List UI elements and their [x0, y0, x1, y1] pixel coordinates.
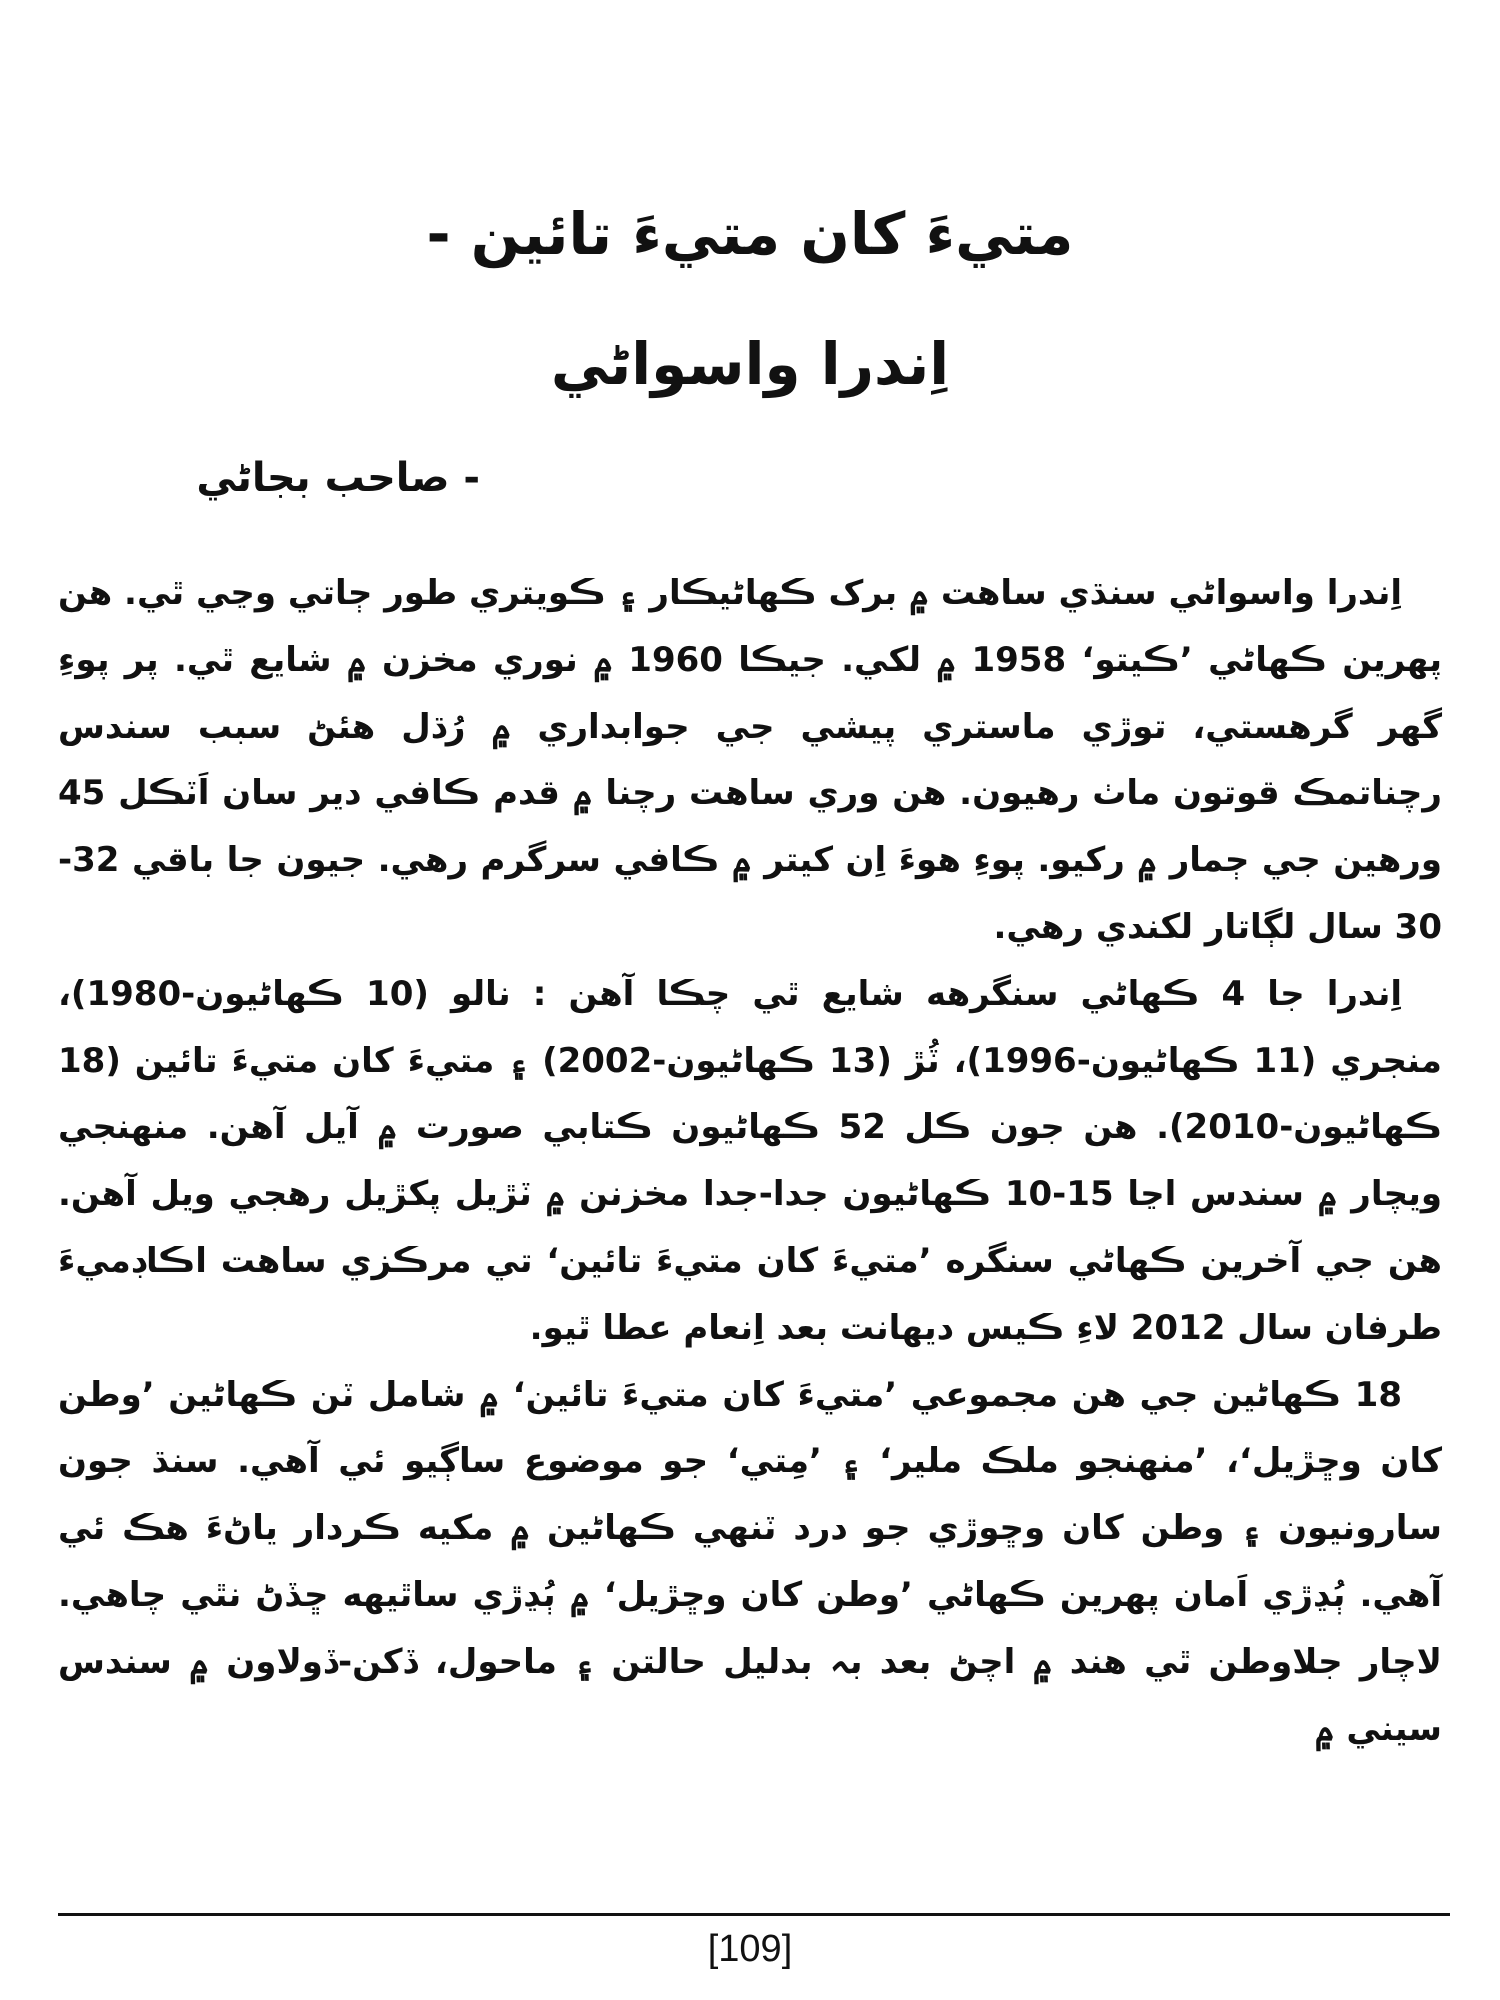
footer-rule [58, 1913, 1450, 1916]
title-line-2: اِندرا واسواڻي [550, 330, 950, 398]
page-number: [109] [707, 1928, 793, 1970]
article-body [58, 560, 1442, 1762]
paragraph-3: 18 ڪهاڻين جي هن مجموعي ’متيءَ کان متيءَ تائين‘ ۾ شامل ٽن ڪهاڻين ’وطن کان وڇڙيل‘، ’منهنجو ملڪ ملير‘ ۽ ’مِتي‘ جو موضوع ساڳيو ئي آهي. سنڌ جون سارونيون ۽ وطن کان وڇوڙي جو درد ٽنهي ڪهاڻين ۾ مکيه ڪردار ياڻءَ هڪ ئي آهي. ٻُڍڙي اَمان پهرين ڪهاڻي ’وطن کان وڇڙيل‘ ۾ ٻُڍڙي ساٿيهه ڇڏڻ نٿي چاهي. لاچار جلاوطن ٿي هند ۾ اچڻ بعد بہ بدليل حالتن ۽ ماحول، ڏکن-ڏولاون ۾ سندس سيني ۾ [58, 1374, 1442, 1749]
paragraph-2: اِندرا جا 4 ڪهاڻي سنگرهه شايع ٿي چڪا آهن : نالو (10 ڪهاڻيون-1980)، منجري (11 ڪهاڻيون-1996)، ٽُڙ (13 ڪهاڻيون-2002) ۽ متيءَ کان متيءَ تائين (18 ڪهاڻيون-2010). هن جون ڪل 52 ڪهاڻيون ڪتابي صورت ۾ آيل آهن. منهنجي ويچار ۾ سندس اڃا 15-10 ڪهاڻيون جدا-جدا مخزنن ۾ ٽڙيل پکڙيل رهجي ويل آهن. هن جي آخرين ڪهاڻي سنگره ’متيءَ کان متيءَ تائين‘ تي مرڪزي ساهت اڪاڊميءَ طرفان سال 2012 لاءِ ڪيس ديهانت بعد اِنعام عطا ٿيو. [58, 973, 1443, 1348]
title-line-1: متيءَ کان متيءَ تائين - [426, 200, 1074, 268]
author-byline: - صاحب بجاڻي [196, 455, 480, 501]
paragraph-1: اِندرا واسواڻي سنڌي ساهت ۾ برک ڪهاڻيڪار ۽ ڪويتري طور ڄاتي وڃي ٿي. هن پهرين ڪهاڻي ’ڪيتو‘ 1958 ۾ لکي. جيڪا 1960 ۾ نوري مخزن ۾ شايع ٿي. پر پوءِ گهر گرهستي، توڙي ماستري پيشي جي جوابداري ۾ رُڌل هئڻ سبب سندس رچناتمڪ قوتون ماٺ رهيون. هن وري ساهت رچنا ۾ قدم ڪافي دير سان اَٽڪل 45 ورهين جي ڄمار ۾ رکيو. پوءِ هوءَ اِن کيتر ۾ ڪافي سرگرم رهي. جيون جا باقي 32-30 سال لڳاتار لکندي رهي. [58, 573, 1442, 947]
